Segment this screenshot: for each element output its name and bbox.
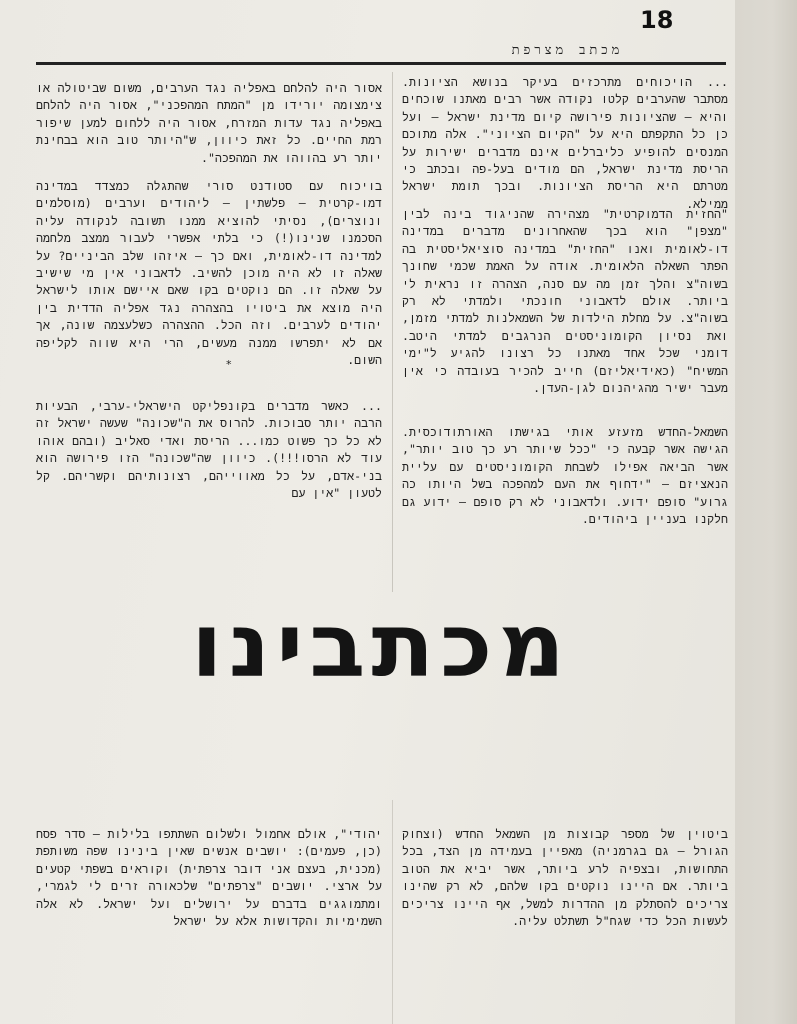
- column-divider: [392, 72, 393, 592]
- section-title: מכתבינו: [191, 594, 571, 697]
- right-column-paragraph-4: ביטוין של מספר קבוצות מן השמאל החדש (וצחוק הגורל – גם בגרמניה) מאפיין בעמידה מן הצד, בכל התחושות, ובצפיה לרע ביותר, אשר יביא את הטוב ביותר. אם היינו נוקטים בקו שלהם, לא רק שהינו צריכים להסתלק מן ההדרות למשל, אף היינו צריכים לעשות הכל כדי שגח"ל תשתלט עליה.: [402, 827, 728, 929]
- facing-page-edge: [735, 0, 797, 1024]
- right-column-paragraph-3: השמאל-החדש מזעזע אותי בגישתו האורתודוכסית. הגישה אשר קבעה כי "ככל שיותר רע כך טוב יותר", אשר הביאה אפילו לשבחת הקומוניסטים עם עליית הנאציזם – "ידחוף את העם למהפכה בשל היותו כה גרוע" סופם ידוע. ולדאבוני לא רק סופם – ידוע גם חלקנו בעניין ביהודים.: [402, 425, 728, 527]
- page-number: 18: [640, 6, 674, 34]
- right-column-paragraph-1: ... הויכוחים מתרכזים בעיקר בנושא הציונות. מסתבר שהערבים קלטו נקודה אשר רבים מאתנו שוכחים והיא – שהציונות פירושה קיום מדינת ישראל – ועל כן כל התקפתם היא על "הקיום הציוני". אלה מתוכם המנסים להופיע כליברלים אינם מדברים ישירות על הריסת מדינת ישראל, הם מודים בעל-פה ובכתב כי מטרתם היא הריסת הציונות. ובכך תומת ישראל ממילא.: [402, 75, 728, 211]
- running-head: מכתב מצרפת: [511, 43, 624, 58]
- right-column-paragraph-2: "החזית הדמוקרטית" מצהירה שהניגוד בינה לבין "מצפן" הוא בכך שהאחרונים מדברים במדינה דו-לאומית ואנו "החזית" במדינה סוציאליסטית בה הפתר השאלה הלאומית. אודה על האמת שכמי שחונך בשוה"צ והלך זמן מה עם סנה, הצהרה זו נראית לי ביותר. אולם לדאבוני חונכתי ולמדתי לא רק בשוה"צ. על מחלת הילדות של השמאלנות למדתי מזמן, ואת נסיון הקומוניסטים הנרגבים למדתי היטב. דומני שכל אחד מאתנו כל רצונו להגיע ל"ימי המשיח" (כאידיאליזם) חייב להכיר בעובדה כי אין מעבר ישיר מהגיהנום לגן-העדן.: [402, 207, 728, 396]
- left-column-paragraph-4: יהודי", אולם אחמול ולשלום השתתפו בלילות – סדר פסח (כן, פעמים): יושבים אנשים שאין בינינו שפה משותפת (מכנית, בעצם אני דובר צרפתית) וקוראים בשפתי קטעים על ארצי. יושבים "צרפתים" שלכאורה זרים לי לגמרי, ומתמוגגים בדברם על ירושלים ועל ישראל. לא אלה השמימיות והקדושות אלא על ישראל: [36, 827, 382, 929]
- left-column-paragraph-1: אסור היה להלחם באפליה נגד הערבים, משום שביטולה או צימצומה יורידו מן "המתח המהפכני", אסור היה להלחם באפליה נגד עדות המזרח, אסור היה ללחום למען שיפור רמת החיים. כל זאת כיוון, ש"היותר טוב הוא בבחינת יותר רע בהווהו את המהפכה".: [36, 81, 382, 165]
- left-column-paragraph-2: בויכוח עם סטודנט סורי שהתגלה כמצדד במדינה דמו-קרטית – פלשתין – ליהודים וערבים (מוסלמים ונוצרים), נסיתי להוציא ממנו תשובה לנקודה עליה הסכמנו שנינו(!) כי בלתי אפשרי לעבור ממצב מלחמה למדינה דו-לאומית, ואם כך – איזהו שלב הביניים? על שאלה זו לא היה מוכן להשיב. לדאבוני אין מי שישיב על שאלה זו. הם נוקטים בקו שאם איישם אותו לישראל היה מוצא את ביטויו בהצהרה נגד אפליה הדדית בין יהודים לערבים. וזה הכל. ההצהרה כשלעצמה שונה, אך אם לא יתפרשו ממנה מעשים, הרי היא שווה לקליפה השום.: [36, 179, 382, 368]
- section-break-star: *: [226, 358, 232, 371]
- column-divider-bottom: [392, 800, 393, 1024]
- left-column-paragraph-3: ... כאשר מדברים בקונפליקט הישראלי-ערבי, הבעיות הרבה יותר סבוכות. להרוס את ה"שכונה" שעשה ישראל זה לא כל כך פשוט כמו... הריסת ואדי סאליב (ובהם אוהו עוד לא הרסו!!!). כיוון שה"שכונה" הזו פירושה הוא בני-אדם, על כל מאווייהם, רצונותיהם וקשריהם. קל לטעון "אין עם: [36, 399, 382, 501]
- header-rule: [36, 62, 726, 65]
